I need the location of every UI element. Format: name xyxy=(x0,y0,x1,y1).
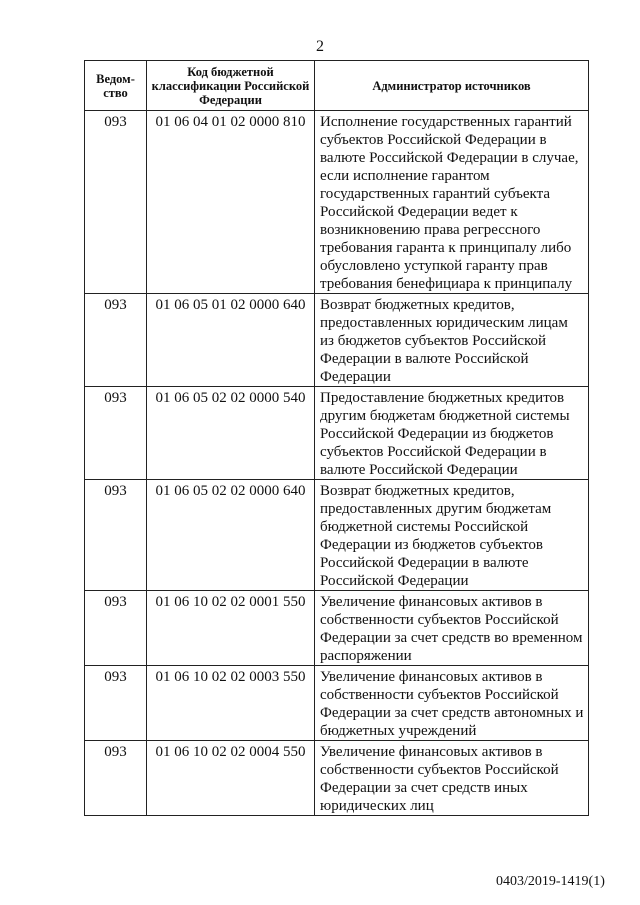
header-department: Ведом-ство xyxy=(85,61,147,111)
table-row xyxy=(85,387,589,480)
row-administrator: Увеличение финансовых активов в собственности субъектов Российской Федерации за счет средств иных юридических лиц xyxy=(315,741,589,816)
row-department: 093 xyxy=(85,480,147,591)
row-administrator: Возврат бюджетных кредитов, предоставленных юридическим лицам из бюджетов субъектов Российской Федерации в валюте Российской Федерации xyxy=(315,294,589,387)
row-code: 01 06 05 02 02 0000 640 xyxy=(147,480,315,591)
row-administrator: Предоставление бюджетных кредитов другим бюджетам бюджетной системы Российской Федерации из бюджетов субъектов Российской Федерации в валюте Российской Федерации xyxy=(315,387,589,480)
row-code: 01 06 10 02 02 0003 550 xyxy=(147,666,315,741)
table-row xyxy=(85,480,589,591)
row-administrator: Увеличение финансовых активов в собственности субъектов Российской Федерации за счет средств во временном распоряжении xyxy=(315,591,589,666)
document-number: 0403/2019-1419(1) xyxy=(496,874,605,889)
row-department: 093 xyxy=(85,666,147,741)
table-row xyxy=(85,741,589,816)
row-administrator: Увеличение финансовых активов в собственности субъектов Российской Федерации за счет средств автономных и бюджетных учреждений xyxy=(315,666,589,741)
row-department: 093 xyxy=(85,111,147,294)
row-code: 01 06 05 02 02 0000 540 xyxy=(147,387,315,480)
row-department: 093 xyxy=(85,387,147,480)
row-code: 01 06 05 01 02 0000 640 xyxy=(147,294,315,387)
row-administrator: Исполнение государственных гарантий субъектов Российской Федерации в валюте Российской Федерации в случае, если исполнение гарантом государственных гарантий субъекта Российской Федерации ведет к возникновению права регрессного требования гаранта к принципалу либо обусловлено уступкой гаранту прав требования бенефициара к принципалу xyxy=(315,111,589,294)
header-code: Код бюджетной классификации Российской Федерации xyxy=(147,61,315,111)
table-row xyxy=(85,666,589,741)
table-row xyxy=(85,294,589,387)
header-administrator: Администратор источников xyxy=(315,61,589,111)
page-number: 2 xyxy=(316,38,324,55)
table-row xyxy=(85,591,589,666)
table-header-row xyxy=(85,61,589,111)
row-department: 093 xyxy=(85,591,147,666)
table-row xyxy=(85,111,589,294)
row-department: 093 xyxy=(85,741,147,816)
row-department: 093 xyxy=(85,294,147,387)
row-code: 01 06 10 02 02 0001 550 xyxy=(147,591,315,666)
row-code: 01 06 10 02 02 0004 550 xyxy=(147,741,315,816)
row-code: 01 06 04 01 02 0000 810 xyxy=(147,111,315,294)
row-administrator: Возврат бюджетных кредитов, предоставленных другим бюджетам бюджетной системы Российской Федерации из бюджетов субъектов Российской Федерации в валюте Российской Федерации xyxy=(315,480,589,591)
budget-sources-table xyxy=(84,60,589,816)
